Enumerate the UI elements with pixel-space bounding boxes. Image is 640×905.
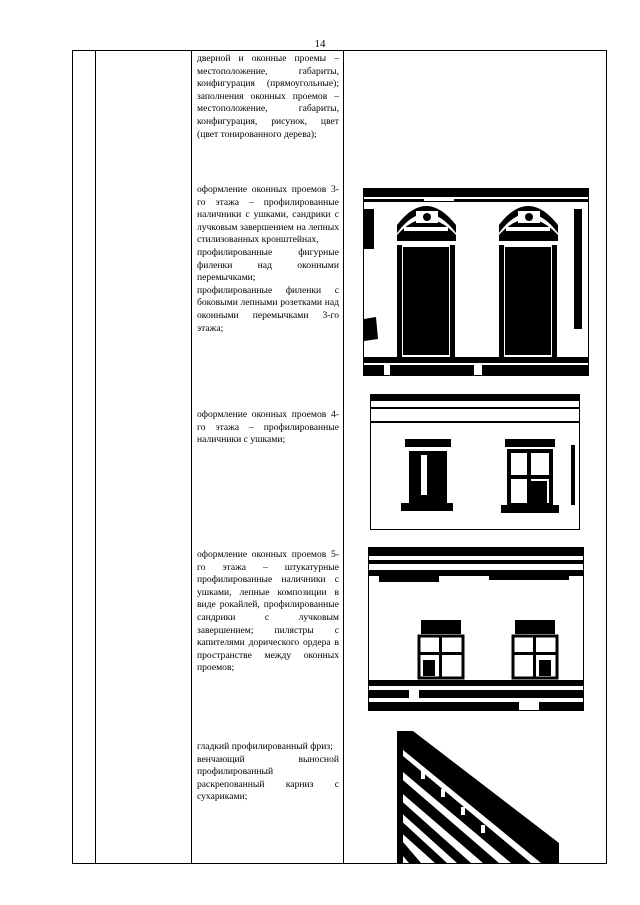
paragraph: оформление оконных проемов 3-го этажа – профилированные наличники с ушками, сандрики с лучковым завершением на лепных стилизованных кронштейнах, [197, 184, 339, 246]
paragraph: профилированные фигурные филенки над оконными перемычками; [197, 246, 339, 284]
column-divider [191, 51, 192, 863]
cornice-photo [391, 731, 559, 863]
windows-photo [370, 394, 580, 530]
paragraph: оформление оконных проемов 4-го этажа – профилированные наличники с ушками; [197, 409, 339, 446]
paragraph: гладкий профилированный фриз; [197, 741, 333, 752]
document-table [72, 50, 607, 864]
column-divider [343, 51, 344, 863]
page-number: 14 [314, 38, 326, 50]
paragraph: венчающий выносной профилированный раскрепованный карниз с сухариками; [197, 753, 339, 803]
paragraph: оформление оконных проемов 5-го этажа – штукатурные профилированные наличники с ушками, лепные композиции в виде рокайлей, профилированные сандрики с лучковым завершением; пилястры с капителями дорического ордера в пространстве между оконных проемов; [197, 549, 339, 674]
row-2-description [197, 184, 339, 335]
paragraph: дверной и оконные проемы – местоположение, габариты, конфигурация (прямоугольные); заполнения оконных проемов – местоположение, габариты, конфигурация, рисунок, цвет (цвет тонированного дерева); [197, 53, 339, 140]
column-divider [95, 51, 96, 863]
windows-cornice-photo [368, 547, 584, 711]
paragraph: профилированные филенки с боковыми лепными розетками над оконными перемычками 3-го этажа; [197, 284, 339, 334]
row-1-description [197, 53, 339, 141]
arched-windows-photo [363, 188, 589, 376]
row-3-description [197, 409, 339, 447]
row-5-description [197, 741, 339, 804]
row-4-description [197, 549, 339, 675]
